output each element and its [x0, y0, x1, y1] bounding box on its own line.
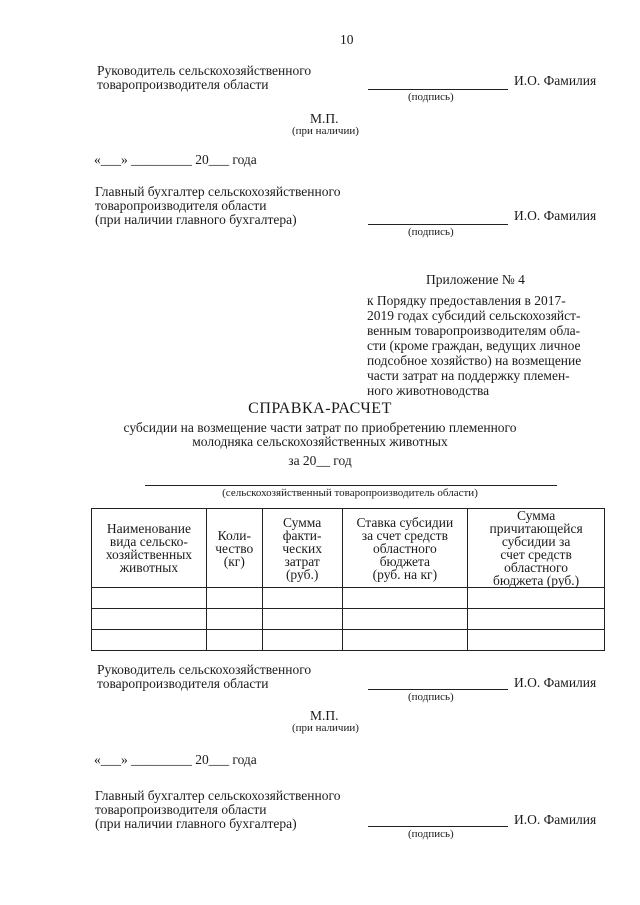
- accountant-signature-line: [368, 826, 508, 827]
- accountant-title-line3: (при наличии главного бухгалтера): [95, 816, 297, 831]
- stamp-note: (при наличии): [292, 722, 359, 734]
- head-signature-line: [368, 89, 508, 90]
- accountant-title-line3: (при наличии главного бухгалтера): [95, 212, 297, 227]
- appendix-line: к Порядку предоставления в 2017-: [367, 293, 566, 308]
- table-cell: [342, 609, 468, 630]
- page-number: 10: [340, 32, 354, 47]
- head-title-line2: товаропроизводителя области: [97, 676, 269, 691]
- appendix-line: части затрат на поддержку племен-: [367, 368, 570, 383]
- accountant-title-line2: товаропроизводителя области: [95, 802, 267, 817]
- head-signature-caption: (подпись): [408, 691, 454, 703]
- appendix-line: венным товаропроизводителям обла-: [367, 323, 581, 338]
- stamp-note: (при наличии): [292, 125, 359, 137]
- table-cell: [92, 609, 207, 630]
- table-cell: [468, 609, 605, 630]
- document-subtitle-line2: молодняка сельскохозяйственных животных: [192, 434, 448, 449]
- table-cell: [468, 588, 605, 609]
- column-header-actual-costs: Сумма факти- ческих затрат (руб.): [262, 509, 342, 588]
- appendix-title: Приложение № 4: [426, 272, 525, 287]
- producer-line: [145, 485, 557, 486]
- calculation-table: [91, 508, 605, 651]
- table-cell: [92, 630, 207, 651]
- appendix-line: 2019 годах субсидий сельскохозяйст-: [367, 308, 581, 323]
- table-header-row: [92, 509, 605, 588]
- table-row: [92, 630, 605, 651]
- head-title-line2: товаропроизводителя области: [97, 77, 269, 92]
- date-line: «___» _________ 20___ года: [94, 752, 257, 767]
- table-cell: [262, 588, 342, 609]
- accountant-signature-caption: (подпись): [408, 226, 454, 238]
- head-title-line1: Руководитель сельскохозяйственного: [97, 63, 312, 78]
- document-subtitle-line1: субсидии на возмещение части затрат по приобретению племенного: [123, 420, 517, 435]
- table-cell: [262, 609, 342, 630]
- table-cell: [206, 609, 262, 630]
- accountant-signature-caption: (подпись): [408, 828, 454, 840]
- accountant-title-line1: Главный бухгалтер сельскохозяйственного: [95, 788, 341, 803]
- accountant-name: И.О. Фамилия: [514, 812, 597, 827]
- accountant-title-line1: Главный бухгалтер сельскохозяйственного: [95, 184, 341, 199]
- table-cell: [468, 630, 605, 651]
- producer-caption: (сельскохозяйственный товаропроизводитель области): [222, 487, 478, 499]
- head-signature-caption: (подпись): [408, 91, 454, 103]
- appendix-line: сти (кроме граждан, ведущих личное: [367, 338, 581, 353]
- stamp-label: М.П.: [310, 111, 339, 126]
- head-signature-line: [368, 689, 508, 690]
- year-line: за 20__ год: [288, 453, 352, 468]
- table-cell: [206, 588, 262, 609]
- table-cell: [206, 630, 262, 651]
- date-line: «___» _________ 20___ года: [94, 152, 257, 167]
- accountant-title-line2: товаропроизводителя области: [95, 198, 267, 213]
- appendix-line: подсобное хозяйство) на возмещение: [367, 353, 582, 368]
- table-cell: [92, 588, 207, 609]
- table-row: [92, 609, 605, 630]
- document-title: СПРАВКА-РАСЧЕТ: [248, 400, 392, 417]
- accountant-name: И.О. Фамилия: [514, 208, 597, 223]
- head-name: И.О. Фамилия: [514, 73, 597, 88]
- appendix-text: [367, 293, 607, 398]
- column-header-quantity: Коли- чество (кг): [206, 509, 262, 588]
- stamp-label: М.П.: [310, 708, 339, 723]
- column-header-subsidy-amount: Сумма причитающейся субсидии за счет средств областного бюджета (руб.): [468, 509, 605, 588]
- head-name: И.О. Фамилия: [514, 675, 597, 690]
- column-header-animal-type: Наименование вида сельско- хозяйственных животных: [92, 509, 207, 588]
- accountant-signature-line: [368, 224, 508, 225]
- table-cell: [342, 630, 468, 651]
- table-row: [92, 588, 605, 609]
- appendix-line: ного животноводства: [367, 383, 490, 398]
- column-header-subsidy-rate: Ставка субсидии за счет средств областного бюджета (руб. на кг): [342, 509, 468, 588]
- table-cell: [262, 630, 342, 651]
- table-cell: [342, 588, 468, 609]
- head-title-line1: Руководитель сельскохозяйственного: [97, 662, 312, 677]
